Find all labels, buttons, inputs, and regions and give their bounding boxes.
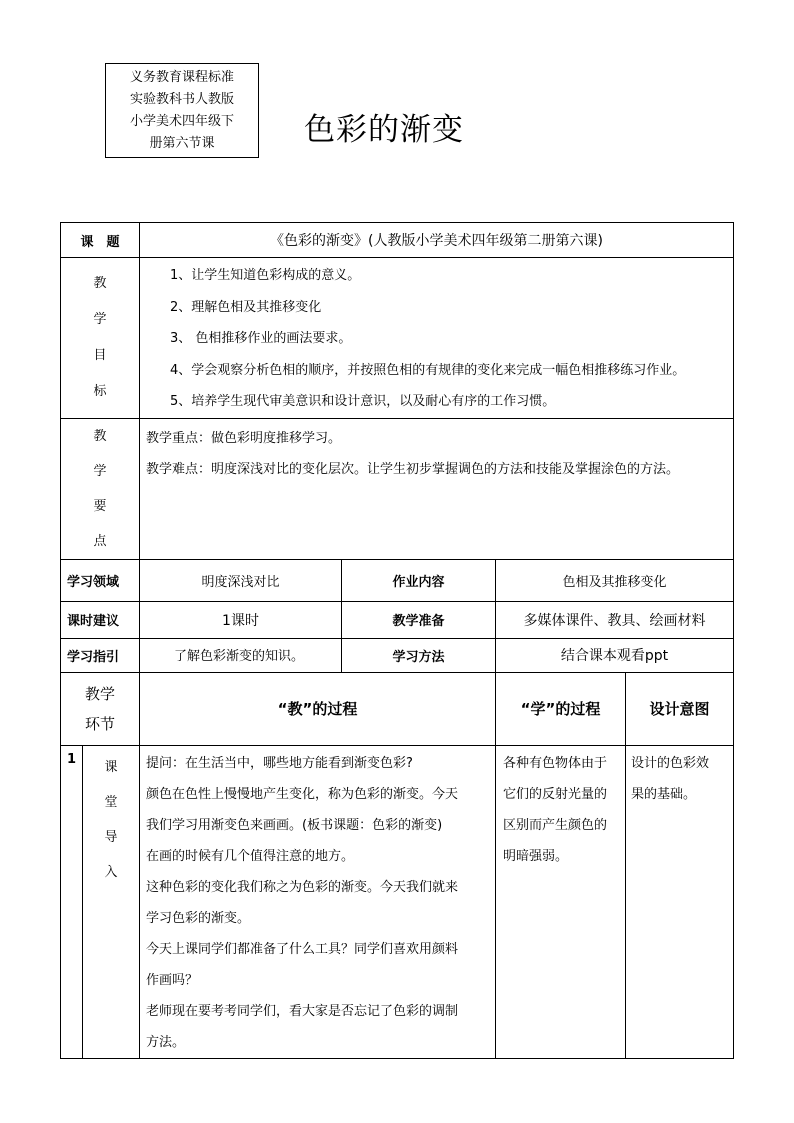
goal-item: 1、让学生知道色彩构成的意义。 [170,268,361,283]
stage-header: 教学 环节 [61,672,140,745]
time-value: 1课时 [140,601,342,638]
topic-label: 课 题 [61,223,140,258]
preparation-label: 教学准备 [342,601,496,638]
key-point-item: 教学重点：做色彩明度推移学习。 [146,430,342,446]
learn-process-header: “学”的过程 [496,672,626,745]
domain-label: 学习领域 [61,559,140,601]
guide-value: 了解色彩渐变的知识。 [140,638,342,672]
teach-process-text: 提问：在生活当中，哪些地方能看到渐变色彩? 颜色在色性上慢慢地产生变化，称为色彩的渐变。今天 我们学习用渐变色来画画。(板书课题：色彩的渐变) 在画的时候有几个值得注意的地方。 这种色彩的变化我们称之为色彩的渐变。今天我们就来 学习色彩的渐变。 今天上课同学们都准备了什么工具？同学们喜欢用颜料 作画吗？ 老师现在要考考同学们，看大家是否忘记了色彩的调制 方法。 [140,745,496,1059]
goal-item: 5、培养学生现代审美意识和设计意识，以及耐心有序的工作习惯。 [170,394,556,409]
key-point-item: 教学难点：明度深浅对比的变化层次。让学生初步掌握调色的方法和技能及掌握涂色的方法。 [146,461,680,477]
guide-row [61,638,734,672]
info-line: 实验教科书人教版 [129,92,234,107]
domain-row [61,559,734,601]
step-number: 1 [61,745,83,1059]
homework-label: 作业内容 [342,559,496,601]
key-points-row [61,418,734,559]
key-points-label: 教 学 要 点 [61,418,140,559]
goals-label: 教 学 目 标 [61,258,140,419]
design-intent-header: 设计意图 [626,672,734,745]
topic-row [61,223,734,258]
teach-process-header: “教”的过程 [140,672,496,745]
topic-value: 《色彩的渐变》(人教版小学美术四年级第二册第六课) [140,223,734,258]
method-label: 学习方法 [342,638,496,672]
method-value: 结合课本观看ppt [496,638,734,672]
goals-list [140,258,734,419]
preparation-value: 多媒体课件、教具、绘画材料 [496,601,734,638]
time-label: 课时建议 [61,601,140,638]
learn-process-text: 各种有色物体由于 它们的反射光量的 区别而产生颜色的 明暗强弱。 [496,745,626,1059]
step-stage-label: 课 堂 导 入 [83,745,140,1059]
domain-value: 明度深浅对比 [140,559,342,601]
goal-item: 2、理解色相及其推移变化 [170,299,322,315]
key-points-list [140,418,734,559]
step1-row [61,745,734,1059]
info-line: 义务教育课程标准 [129,70,234,85]
document-title: 色彩的渐变 [304,112,464,148]
textbook-info-box [105,63,259,158]
goals-row [61,258,734,419]
process-header-row [61,672,734,745]
homework-value: 色相及其推移变化 [496,559,734,601]
goal-item: 4、学会观察分析色相的顺序，并按照色相的有规律的变化来完成一幅色相推移练习作业。 [170,362,686,378]
info-line: 小学美术四年级下 [129,114,234,129]
info-line: 册第六节课 [149,136,215,151]
guide-label: 学习指引 [61,638,140,672]
goal-item: 3、 色相推移作业的画法要求。 [170,331,352,346]
design-intent-text: 设计的色彩效 果的基础。 [626,745,734,1059]
time-row [61,601,734,638]
lesson-plan-table [60,222,734,1059]
